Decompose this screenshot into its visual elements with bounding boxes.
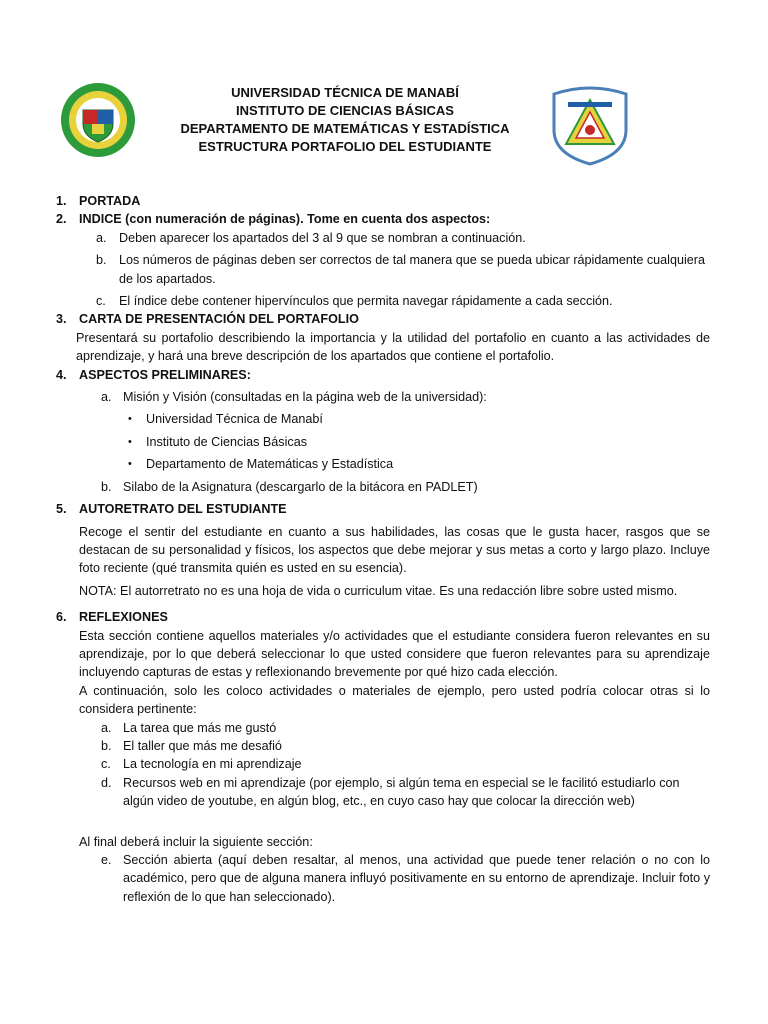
list-item [56, 774, 710, 811]
list-text: El taller que más me desafió [123, 738, 282, 753]
list-text: La tarea que más me gustó [123, 720, 277, 735]
list-item [56, 719, 710, 737]
list-letter: b. [96, 253, 107, 268]
section-paragraph: Esta sección contiene aquellos materiales y/o actividades que el estudiante considera fueron relevantes en su aprendizaje, por lo que deberá seleccionar lo que usted considere que fueron relevantes para su aprendizaje incluyendo capturas de estas y reflexionando brevemente por qué hizo cada elección. [79, 628, 710, 680]
section-number: 4. [56, 367, 67, 382]
list-item [56, 737, 710, 755]
list-letter: a. [96, 230, 107, 245]
bullet-icon: • [128, 413, 132, 426]
list-letter: d. [101, 775, 112, 790]
list-letter: b. [101, 738, 112, 753]
bullet-icon: • [128, 435, 132, 448]
list-item [56, 229, 710, 247]
section-title: AUTORETRATO DEL ESTUDIANTE [79, 502, 287, 517]
bullet-text: Departamento de Matemáticas y Estadística [146, 457, 394, 472]
section-paragraph: Presentará su portafolio describiendo la importancia y la utilidad del portafolio en cuanto a las actividades de aprendizaje, y hará una breve descripción de los apartados que contiene el portafolio. [76, 330, 710, 364]
bullet-item [56, 455, 710, 473]
section-title: ASPECTOS PRELIMINARES: [79, 367, 251, 382]
section-number: 5. [56, 502, 67, 517]
bullet-item [56, 433, 710, 451]
section-autoretrato [56, 500, 710, 518]
list-letter: b. [101, 479, 112, 494]
bullet-text: Universidad Técnica de Manabí [146, 412, 323, 427]
section-number: 3. [56, 312, 67, 327]
section-indice [56, 210, 710, 228]
list-text: Recursos web en mi aprendizaje (por ejemplo, si algún tema en especial se le facilitó estudiarlo con algún video de youtube, en algún blog, etc., en cuyo caso hay que colocar la dirección web) [123, 775, 680, 809]
list-letter: a. [101, 720, 112, 735]
institute-name: INSTITUTO DE CIENCIAS BÁSICAS [236, 103, 454, 118]
section-paragraph: A continuación, solo les coloco actividades o materiales de ejemplo, pero usted podría colocar otras si lo considera pertinente: [79, 683, 710, 717]
section-paragraph: Recoge el sentir del estudiante en cuanto a sus habilidades, las cosas que le gusta hacer, rasgos que se destacan de su personalidad y físicos, los aspectos que debe mejorar y sus metas a corto y largo plazo. Incluye foto reciente (qué transmita quién es usted en su esencia). [79, 524, 710, 576]
institute-shield-logo [548, 86, 632, 166]
list-text: Los números de páginas deben ser correctos de tal manera que se pueda ubicar rápidamente cualquiera de los apartados. [119, 253, 705, 286]
section-portada [56, 192, 710, 210]
list-item [56, 251, 710, 288]
section-number: 1. [56, 194, 67, 208]
section-number: 2. [56, 212, 67, 227]
list-text: Misión y Visión (consultadas en la página web de la universidad): [123, 390, 487, 405]
list-item [56, 478, 710, 496]
bullet-item [56, 410, 710, 428]
document-body [56, 192, 710, 906]
list-text: Sección abierta (aquí deben resaltar, al menos, una actividad que puede tener relación o no con lo académico, pero que de alguna manera influyó positivamente en su entorno de aprendizaje. Incluir foto y reflexión de lo que han seleccionado). [123, 853, 710, 904]
list-item [56, 755, 710, 773]
list-letter: e. [101, 853, 112, 867]
bullet-icon: • [128, 458, 132, 471]
list-item [56, 388, 710, 406]
section-carta [56, 310, 710, 328]
section-title: REFLEXIONES [79, 610, 168, 625]
bullet-text: Instituto de Ciencias Básicas [146, 434, 308, 449]
document-header [0, 80, 768, 170]
section-reflexiones [56, 608, 710, 626]
document-title: ESTRUCTURA PORTAFOLIO DEL ESTUDIANTE [198, 139, 492, 154]
list-item [56, 292, 710, 310]
list-letter: a. [101, 390, 112, 405]
list-letter: c. [96, 294, 106, 309]
section-title: INDICE [79, 212, 122, 227]
department-name: DEPARTAMENTO DE MATEMÁTICAS Y ESTADÍSTICA [180, 121, 510, 136]
university-name: UNIVERSIDAD TÉCNICA DE MANABÍ [231, 85, 459, 100]
list-item [56, 851, 710, 906]
final-intro: Al final deberá incluir la siguiente sección: [79, 834, 313, 849]
list-text: La tecnología en mi aprendizaje [123, 757, 302, 772]
university-seal-logo [52, 80, 144, 160]
list-letter: c. [101, 757, 111, 772]
section-title: PORTADA [79, 194, 141, 208]
list-text: Deben aparecer los apartados del 3 al 9 que se nombran a continuación. [119, 230, 526, 245]
section-note: NOTA: El autorretrato no es una hoja de vida o curriculum vitae. Es una redacción libre sobre usted mismo. [79, 583, 678, 598]
list-text: Silabo de la Asignatura (descargarlo de la bitácora en PADLET) [123, 479, 478, 494]
section-title: CARTA DE PRESENTACIÓN DEL PORTAFOLIO [79, 312, 359, 327]
list-text: El índice debe contener hipervínculos que permita navegar rápidamente a cada sección. [119, 294, 613, 309]
section-title-detail: (con numeración de páginas). Tome en cuenta dos aspectos: [121, 212, 491, 227]
header-titles [150, 84, 540, 156]
section-aspectos [56, 366, 710, 384]
section-number: 6. [56, 610, 67, 625]
